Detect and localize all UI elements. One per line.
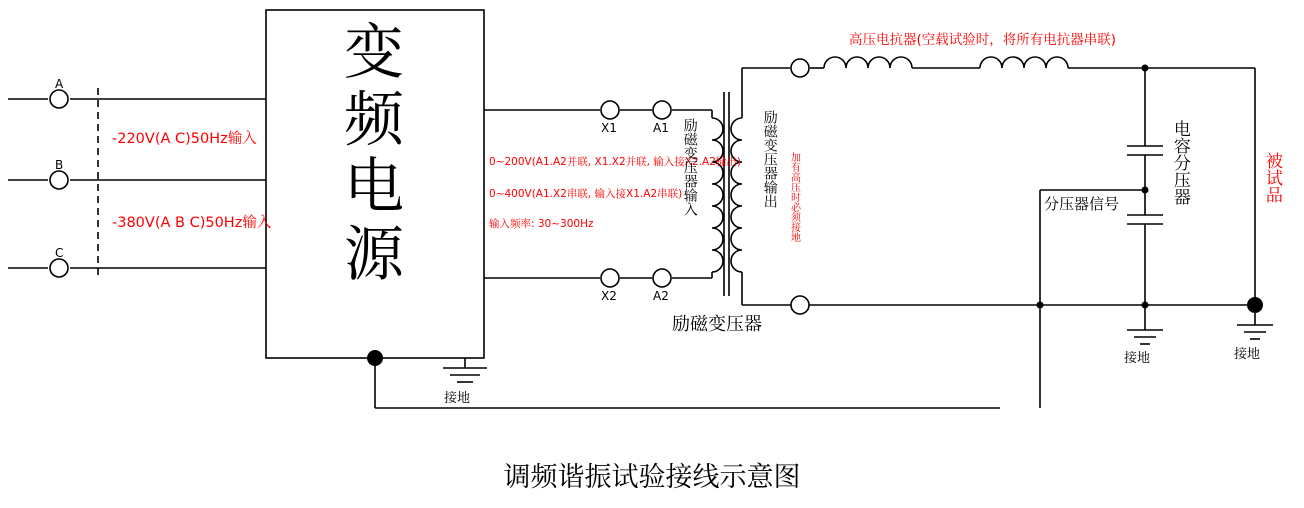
note-0-200v: 0~200V(A1.A2并联, X1.X2并联, 输入接X2.A2输出) — [489, 156, 741, 168]
specimen-label: 被试品 — [1261, 152, 1282, 203]
terminal-a2 — [653, 269, 671, 287]
terminal-x2 — [601, 269, 619, 287]
note-frequency: 输入频率: 30~300Hz — [489, 218, 594, 230]
exciter-caption: 励磁变压器 — [672, 314, 762, 335]
figure-title: 调频谐振试验接线示意图 — [503, 462, 801, 493]
ground-label-source: 接地 — [444, 391, 471, 406]
reactor-coil-1 — [824, 57, 912, 68]
terminal-b — [50, 171, 68, 189]
terminal-c — [50, 259, 68, 277]
label-a2: A2 — [653, 289, 669, 303]
divider-label: 电容分压器 — [1169, 120, 1190, 205]
reactor-coil-2 — [980, 57, 1068, 68]
ground-label-specimen: 接地 — [1234, 347, 1261, 362]
terminal-a1 — [653, 101, 671, 119]
reactor-label: 高压电抗器(空载试验时，将所有电抗器串联) — [849, 32, 1117, 48]
junction-signal-bottom — [1037, 302, 1044, 309]
note-0-400v: 0~400V(A1.X2串联, 输入接X1.A2串联) — [489, 188, 683, 200]
terminal-hv-top — [791, 59, 809, 77]
exciter-secondary-coil — [731, 118, 742, 272]
exciter-primary-label: 励磁变压器输入 — [681, 118, 698, 216]
note-380v: -380V(A B C)50Hz输入 — [112, 215, 272, 231]
exciter-ground-warning: 加有高压时必须接地 — [788, 152, 800, 242]
junction-signal-tap — [1142, 187, 1149, 194]
label-x1: X1 — [601, 121, 617, 135]
label-terminal-c: C — [55, 246, 64, 260]
terminal-hv-bottom — [791, 296, 809, 314]
label-terminal-b: B — [55, 158, 64, 172]
label-x2: X2 — [601, 289, 617, 303]
junction-specimen — [1247, 297, 1263, 313]
exciter-secondary-label: 励磁变压器输出 — [761, 110, 778, 208]
terminal-a — [50, 90, 68, 108]
exciter-primary-coil — [712, 118, 723, 272]
divider-signal-label: 分压器信号 — [1044, 195, 1120, 213]
ground-label-divider: 接地 — [1124, 351, 1151, 366]
junction-source-ground — [367, 350, 383, 366]
source-box-label: 变频电源 — [344, 18, 406, 290]
terminal-x1 — [601, 101, 619, 119]
junction-divider-bottom — [1142, 302, 1149, 309]
junction-divider-top — [1142, 65, 1149, 72]
label-terminal-a: A — [55, 77, 64, 91]
note-220v: -220V(A C)50Hz输入 — [112, 131, 257, 147]
label-a1: A1 — [653, 121, 669, 135]
